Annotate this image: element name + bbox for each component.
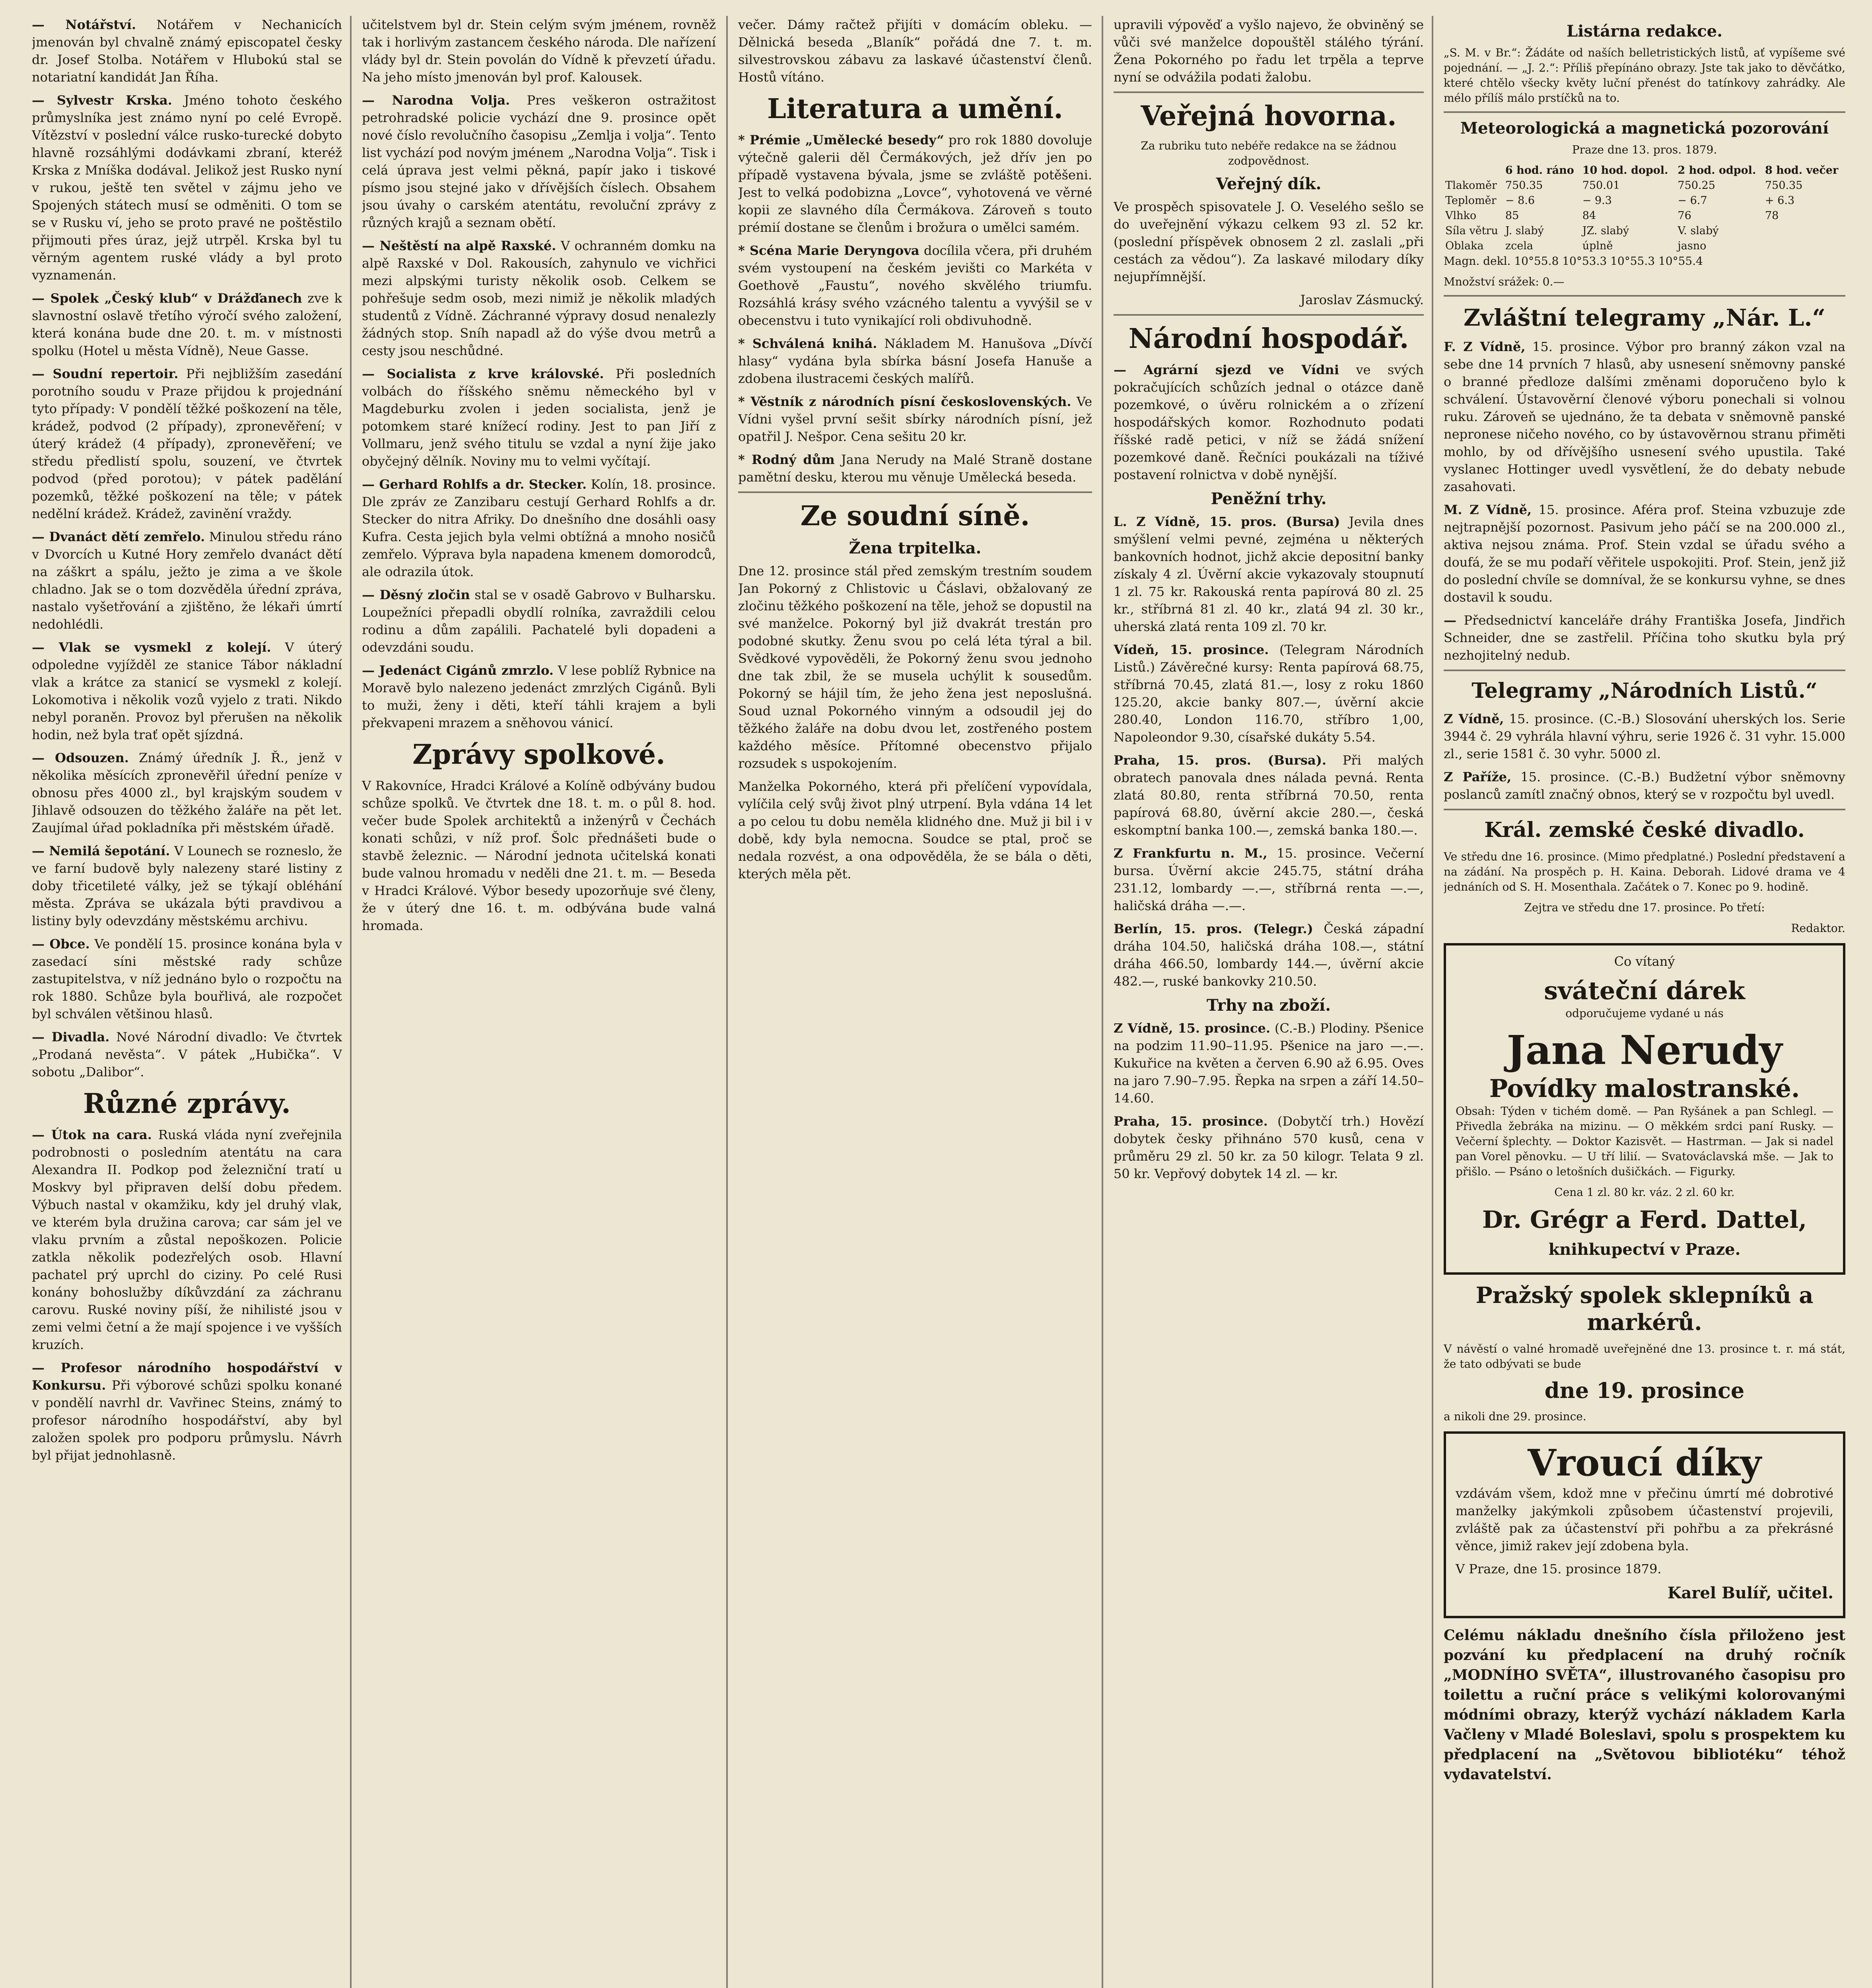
ad-body: vzdávám všem, kdož mne v přečinu úmrtí mé dobrotivé manželky jakýmkoli způsobem účastenství projevili, zvláště pak za účastenství při pohřbu a za překrásné věnce, jimiž rakev její zdobena byla. bbox=[1456, 1486, 1833, 1553]
news-item-text: Jméno tohoto českého průmyslníka jest známo nyní po celé Evropě. Vítězství v poslední válce rusko-turecké dobyto hlavně rozsáhlými dodávkami zbraní, kteréž Krska z Mníška dodával. Jelikož jest Rusko nyní v rukou, ještě ten světel v zájmu jeho ve Spojených státech musí se odměniti. O tom se se v Rusku ví, jeho se proto pravé ne poštěstilo přijmouti přes úraz, jejž utrpěl. Krska byl tu věrným agentem ruské vlády a byl proto vyznamenán. bbox=[32, 93, 342, 283]
news-item-text: Při výborové schůzi spolku konané v pondělí navrhl dr. Vavřinec Steins, známý to profesor národního hospodářství, aby byl založen spolek pro podporu průmyslu. Návrh byl přijat jednohlasně. bbox=[32, 1378, 342, 1463]
news-item bbox=[1114, 641, 1424, 746]
meteo-note: Množství srážek: 0.— bbox=[1444, 275, 1565, 288]
meteo-cell: − 9.3 bbox=[1582, 194, 1612, 207]
news-item-lead: Z Vídně, 15. prosince. bbox=[1114, 1021, 1270, 1036]
section-heading-narodni-hospodar: Národní hospodář. bbox=[1128, 323, 1409, 355]
news-item-text: Při malých obratech panovala dnes nálada pevná. Renta zlatá 80.80, renta stříbrná 70.50, renta papírová 68.80, úvěrní akcie 280.—, česká eskomptní banka 100.—, zemská banka 180.—. bbox=[1114, 753, 1424, 838]
news-item-text: V ochranném domku na alpě Raxské v Dol. Rakousích, zahynulo ve vichřici mezi alpskými turisty několik osob. Celkem se pohřešuje sedm osob, mezi nimiž je několik mladých studentů z Vídně. Záchranné výpravy dosud nenalezly žádných stop. Sníh napadl až do výše dvou metrů a cesty jsou neschůdné. bbox=[362, 238, 716, 358]
news-item-text: 15. prosince. Aféra prof. Steina vzbuzuje zde nejtrapnější pozornost. Pasivum jeho páčí se na 200.000 zl., aktiva nejsou známa. Prof. Stein vzdal se úřadu svého a doufá, že se mu podaří věřitele uspokojiti. Prof. Stein, jenž již do poslední chvíle se domníval, že se konkursu vyhne, se dnes dostavil k soudu. bbox=[1444, 502, 1845, 605]
meteo-cell: JZ. slabý bbox=[1582, 225, 1629, 237]
news-item-lead: — bbox=[1444, 613, 1456, 628]
advertisement-spolek bbox=[1444, 1282, 1845, 1424]
news-item-lead: — Agrární sjezd ve Vídni bbox=[1114, 362, 1339, 377]
ad-date: V Praze, dne 15. prosince 1879. bbox=[1456, 1561, 1662, 1576]
news-item bbox=[32, 935, 342, 1023]
news-item bbox=[32, 1126, 342, 1353]
article-subtitle: Žena trpitelka. bbox=[849, 539, 982, 557]
news-item bbox=[1444, 612, 1845, 664]
divider bbox=[1444, 295, 1845, 297]
news-item-text: (Telegram Národních Listů.) Závěrečné kursy: Renta papírová 68.75, stříbrná 70.45, zlatá 81.—, losy z roku 1860 125.20, akcie banky 807.—, úvěrní akcie 280.40, London 116.70, stříbro 1,00, Napoleondor 9.30, císařské dukáty 5.54. bbox=[1114, 642, 1424, 745]
meteo-note: Magn. dekl. 10°55.8 10°53.3 10°55.3 10°55.4 bbox=[1444, 254, 1703, 268]
meteo-col-header bbox=[1444, 163, 1504, 178]
news-item-lead: Praha, 15. pros. (Bursa). bbox=[1114, 753, 1326, 768]
meteo-cell: Oblaka bbox=[1445, 240, 1484, 252]
meteo-cell: Vlhko bbox=[1445, 210, 1477, 222]
column-1 bbox=[32, 16, 342, 1988]
news-item bbox=[362, 91, 716, 231]
meteo-cell: 750.25 bbox=[1678, 179, 1715, 192]
section-heading-zpravy-spolkove: Zprávy spolkové. bbox=[412, 739, 665, 771]
section-heading-meteo: Meteorologická a magnetická pozorování bbox=[1460, 119, 1829, 138]
hovorna-note: Za rubriku tuto nebéře redakce na se žádnou zodpovědnost. bbox=[1141, 139, 1397, 167]
news-item-text: ve svých pokračujících schůzích jednal o otázce daně pozemkové, o úvěru rolnickém a o zřízení hospodářských komor. Rozhodnuto podati říšské radě petici, v níž se žádá snížení pozemkové daně. Řečníci poukázali na tíživé postavení rolnictva v době nynější. bbox=[1114, 362, 1424, 482]
article-subtitle: Veřejný dík. bbox=[1216, 175, 1322, 193]
news-item bbox=[1114, 920, 1424, 990]
news-item bbox=[738, 562, 1092, 772]
news-items bbox=[1114, 16, 1424, 86]
news-item-text: Pres veškeron ostražitost petrohradské policie vychází dne 9. prosince opět nové číslo revolučního časopisu „Zemlja i volja“. Tento list vychází pod novým jménem „Narodna Volja“. Tisk i celá úprava jest velmi pěkná, papír jako i tiskové písmo jsou stejné jako v dřívějších číslech. Obsahem jsou úvahy o carském atentátu, revoluční zprávy z různých krajů a seznam obětí. bbox=[362, 93, 716, 230]
meteo-cell bbox=[1763, 223, 1845, 239]
section-heading-telegramy: Zvláštní telegramy „Nár. L.“ bbox=[1464, 304, 1825, 331]
meteo-row bbox=[1444, 178, 1845, 193]
meteo-cell: + 6.3 bbox=[1765, 194, 1795, 207]
news-item-text: Česká západní dráha 104.50, haličská dráha 108.—, státní dráha 466.50, lombardy 144.—, úvěrní akcie 482.—, ruské bankovky 210.50. bbox=[1114, 921, 1424, 989]
news-item bbox=[1444, 710, 1845, 763]
news-item-text: Ve pondělí 15. prosince konána byla v zasedací síni městské rady schůze zastupitelstva, v níž jednáno bylo o rozpočtu na rok 1880. Schůze byla bouřlivá, ale rozpočet byl schválen většinou hlasů. bbox=[32, 936, 342, 1021]
news-item-lead: — Odsouzen. bbox=[32, 750, 129, 765]
news-item-text: 15. prosince. Večerní bursa. Úvěrní akcie 245.75, státní dráha 231.12, lombardy —.—, stříbrná renta —.—, haličská dráha —.—. bbox=[1114, 846, 1424, 913]
ad-subtitle: sváteční dárek bbox=[1544, 976, 1745, 1005]
news-item bbox=[32, 842, 342, 930]
news-item-text: večer. Dámy račtež přijíti v domácím obleku. — Dělnická beseda „Blaník“ pořádá dne 7. t. m. silvestrovskou zábavu za laskavé účastenství členů. Hostů vítáno. bbox=[738, 17, 1092, 85]
meteo-cell: 76 bbox=[1678, 210, 1691, 222]
news-item bbox=[1114, 16, 1424, 86]
theatre-program: Ve středu dne 16. prosince. (Mimo předplatné.) Poslední představení a na zádání. Na prospěch p. H. Kaina. Deborah. Lidové drama ve 4 jednáních od S. H. Mosenthala. Začátek o 7. Konec po 9. hodině. bbox=[1444, 850, 1845, 893]
meteo-cell: 78 bbox=[1765, 210, 1779, 222]
news-item-lead: * Věstník z národních písní československých. bbox=[738, 394, 1071, 409]
news-item-lead: * Prémie „Umělecké besedy“ bbox=[738, 132, 944, 148]
column-3 bbox=[738, 16, 1092, 1988]
news-item-lead: Z Frankfurtu n. M., bbox=[1114, 846, 1267, 861]
news-item-text: V úterý odpoledne vyjížděl ze stanice Tábor nákladní vlak a krátce za stanicí se vysmekl z kolejí. Lokomotiva i několik vozů vyjelo z trati. Nikdo nebyl poraněn. Provoz byl přerušen na několik hodin, než byla trať opět sjízdná. bbox=[32, 640, 342, 742]
news-item bbox=[32, 91, 342, 284]
news-item-text: učitelstvem byl dr. Stein celým svým jménem, rovněž tak i horlivým zastancem českého národa. Dle nařízení vlády byl dr. Stein povolán do Vídně k převzetí úřadu. Na jeho místo jmenován byl prof. Kalousek. bbox=[362, 17, 716, 85]
news-item-lead: Z Vídně, bbox=[1444, 711, 1504, 726]
news-item-lead: * Rodný dům bbox=[738, 452, 835, 467]
news-item-lead: F. Z Vídně, bbox=[1444, 339, 1526, 354]
news-item-text: Jana Nerudy na Malé Straně dostane pamětní desku, kterou mu věnuje Umělecká beseda. bbox=[738, 452, 1092, 485]
news-item-lead: — Dvanáct dětí zemřelo. bbox=[32, 529, 205, 544]
ad-book-title: Povídky malostranské. bbox=[1489, 1074, 1800, 1103]
news-item bbox=[362, 662, 716, 732]
news-item bbox=[32, 749, 342, 837]
news-items bbox=[32, 16, 342, 1081]
news-item bbox=[738, 451, 1092, 486]
news-item-text: Při nejbližším zasedání porotního soudu v Praze přijdou k projednání tyto případy: V pondělí těžké poškození na těle, krádež, podvod (2 případy), zpronevěření; v úterý krádež (4 případy), zpronevěření; ve středu předlistí spolu, souzení, ve čtvrtek podvod (před porotou); v pátek padělání pozemků, těžké poškození na těle; v pátek nedělní krádež. Krádež, zavinění vraždy. bbox=[32, 366, 342, 521]
news-item-lead: Z Paříže, bbox=[1444, 769, 1512, 784]
news-item-text: (Dobytčí trh.) Hovězí dobytek česky přihnáno 570 kusů, cena v průměru 29 zl. 50 kr. za 50 kilogr. Telata 9 zl. 50 kr. Vepřový dobytek 14 zl. — kr. bbox=[1114, 1114, 1424, 1181]
ad-publisher: Dr. Grégr a Ferd. Dattel, bbox=[1482, 1206, 1807, 1234]
news-item bbox=[738, 778, 1092, 883]
ad-title: Jana Nerudy bbox=[1507, 1027, 1783, 1074]
news-item-text: Kolín, 18. prosince. Dle zpráv ze Zanzibaru cestují Gerhard Rohlfs a dr. Stecker do nitra Afriky. Do dnešního dne dosáhli oasy Kufra. Cesta jejich byla velmi obtížná a mnoho nosičů zemřelo. Výprava byla napadena kmenem domorodců, ale odrazila útok. bbox=[362, 477, 716, 579]
news-items bbox=[738, 562, 1092, 883]
divider bbox=[1114, 91, 1424, 93]
column-4 bbox=[1114, 16, 1424, 1988]
news-item-text: V Rakovníce, Hradci Králové a Kolíně odbývány budou schůze spolků. Ve čtvrtek dne 18. t. m. o půl 8. hod. večer bude Spolek architektů a inženýrů v Čechách konati schůzi, v níž prof. Šolc přednášeti bude o stavbě železnic. — Národní jednota učitelská konati bude valnou hromadu v neděli dne 21. t. m. — Beseda v Hradci Králové. Výbor besedy upozorňuje své členy, že v úterý dne 16. t. m. odbývána bude valná hromada. bbox=[362, 778, 716, 933]
news-item bbox=[1114, 751, 1424, 839]
news-item bbox=[738, 335, 1092, 387]
advertisement-diky bbox=[1444, 1431, 1845, 1618]
news-item bbox=[32, 639, 342, 744]
divider bbox=[1444, 670, 1845, 671]
news-item bbox=[1444, 768, 1845, 803]
meteo-row bbox=[1444, 239, 1845, 254]
news-item-text: (C.-B.) Plodiny. Pšenice na podzim 11.90–11.95. Pšenice na jaro —.—. Kukuřice na květen a červen 6.90 až 6.95. Oves na jaro 7.90–7.95. Řepka na srpen a září 14.50–14.60. bbox=[1114, 1021, 1424, 1106]
article-subtitle: Peněžní trhy. bbox=[1211, 489, 1327, 508]
news-item-lead: — Sylvestr Krska. bbox=[32, 93, 172, 108]
news-items bbox=[738, 131, 1092, 486]
news-items bbox=[1114, 1019, 1424, 1182]
news-item bbox=[32, 16, 342, 86]
news-item bbox=[738, 393, 1092, 445]
news-item-lead: M. Z Vídně, bbox=[1444, 502, 1532, 517]
meteo-cell: 750.35 bbox=[1765, 179, 1803, 192]
section-heading-verejna-hovorna: Veřejná hovorna. bbox=[1141, 100, 1397, 132]
news-item-text: Nákladem M. Hanušova „Dívčí hlasy“ vydána byla sbírka básní Josefa Hanuše a zdobena ilustracemi českých malířů. bbox=[738, 336, 1092, 386]
divider bbox=[1444, 111, 1845, 113]
news-item-lead: Vídeň, 15. prosince. bbox=[1114, 642, 1269, 657]
section-heading-divadlo: Král. zemské české divadlo. bbox=[1484, 818, 1805, 842]
meteo-cell: Tlakoměr bbox=[1445, 179, 1497, 192]
news-items bbox=[362, 16, 716, 732]
meteo-cell bbox=[1763, 239, 1845, 254]
meteo-cell: 84 bbox=[1582, 210, 1596, 222]
news-item-text: Předsednictví kanceláře dráhy Františka Josefa, Jindřich Schneider, dne se zastřelil. Příčina toho skutku byla prý nezhojitelný nedub. bbox=[1444, 613, 1845, 663]
meteo-cell: Síla větru bbox=[1445, 225, 1498, 237]
meteo-table bbox=[1444, 163, 1845, 254]
ad-publisher-2: knihkupectví v Praze. bbox=[1548, 1240, 1741, 1259]
column-rule bbox=[350, 16, 352, 1988]
news-item bbox=[738, 16, 1092, 86]
news-item bbox=[1114, 845, 1424, 914]
news-item-lead: — Gerhard Rohlfs a dr. Stecker. bbox=[362, 477, 587, 492]
meteo-cell: J. slabý bbox=[1505, 225, 1544, 237]
meteo-cell: 85 bbox=[1505, 210, 1519, 222]
news-item-text: Jevila dnes smýšlení velmi pevné, zejména u některých bankovních hodnot, jichž akcie depositní banky získaly 4 zl. Úvěrní akcie vykazovaly stoupnutí 1 zl. 75 kr. Rakouská renta papírová 80 zl. 25 kr., stříbrná 81 zl. 40 kr., zlatá 94 zl. 30 kr., uherská zlatá renta 109 zl. 70 kr. bbox=[1114, 514, 1424, 634]
meteo-col-header: 10 hod. dopol. bbox=[1582, 164, 1668, 177]
column-2 bbox=[362, 16, 716, 1988]
news-item-lead: * Scéna Marie Deryngova bbox=[738, 243, 919, 258]
section-heading-soudni-sin: Ze soudní síně. bbox=[800, 500, 1030, 532]
ad-body: a nikoli dne 29. prosince. bbox=[1444, 1410, 1586, 1423]
signature: Jaroslav Zásmucký. bbox=[1300, 292, 1424, 307]
meteo-col-header: 6 hod. ráno bbox=[1505, 164, 1574, 177]
news-item-lead: — Nemilá šepotání. bbox=[32, 843, 170, 858]
news-item-text: V Lounech se rozneslo, že ve farní budově byly nalezeny staré listiny z doby třicetileté války, jež se týkají obléhání města. Zpráva se ukázala býti pravdivou a listiny byly odevzdány městskému archivu. bbox=[32, 843, 342, 928]
meteo-cell: úplně bbox=[1582, 240, 1613, 252]
article-subtitle: Trhy na zboží. bbox=[1206, 996, 1331, 1015]
news-item-lead: — Narodna Volja. bbox=[362, 93, 510, 108]
meteo-row bbox=[1444, 193, 1845, 208]
ad-kicker: Co vítaný bbox=[1614, 954, 1675, 969]
news-item-lead: — Soudní repertoir. bbox=[32, 366, 179, 381]
news-item-text: docílila včera, při druhém svém vystoupení na českém jevišti co Markéta v Goethově „Faustu“, nového skvělého triumfu. Rozsáhlá krásy svého vzácného talentu a vyvýšil se v obecenstvu i tuto vynikající roli obdivuhodně. bbox=[738, 243, 1092, 328]
news-item-text: 15. prosince. Výbor pro branný zákon vzal na sebe dne 14 prvních 7 hlasů, aby usnesení sněmovny panské o branné předloze dalšími změnami doporučeno bylo k schválení. Ústavověrní členové výboru ponechali si volnou ruku. Zároveň se ujednáno, že ta debata v sněmovně panské nepronese ničeho nového, co by ústavověrnou stranu přiměti mohlo, by od dřívějšího usnesení svého upustila. Také vyslanec Hottinger uvedl vysvětlení, že do debaty nebude zasahovati. bbox=[1444, 339, 1845, 494]
news-item bbox=[32, 365, 342, 522]
news-item-text: zve k slavnostní oslavě třetího výročí svého založení, která konána bude dne 20. t. m. v místnosti spolku (Hotel u města Vídně), Neue Gasse. bbox=[32, 291, 342, 358]
meteo-cell: − 6.7 bbox=[1678, 194, 1707, 207]
meteo-cell: zcela bbox=[1505, 240, 1533, 252]
news-item-lead: — Notářství. bbox=[32, 17, 136, 32]
news-item-lead: * Schválená knihá. bbox=[738, 336, 877, 351]
meteo-cell: 750.35 bbox=[1505, 179, 1543, 192]
news-item-text: V lese poblíž Rybnice na Moravě bylo nalezeno jedenáct zmrzlých Cigánů. Byli to muži, ženy i děti, kteří táhli krajem a byli překvapeni mrazem a sněhovou vánicí. bbox=[362, 663, 716, 730]
meteo-cell: jasno bbox=[1678, 240, 1707, 252]
news-items bbox=[32, 1126, 342, 1464]
news-item-lead: — Neštěstí na alpě Raxské. bbox=[362, 238, 556, 253]
news-item-text: stal se v osadě Gabrovo v Bulharsku. Loupežníci přepadli obydlí rolníka, zavraždili celou rodinu a dům zapálili. Pachatelé byli dopadeni a odevzdáni soudu. bbox=[362, 587, 716, 655]
ad-date: dne 19. prosince bbox=[1544, 1378, 1745, 1403]
news-items bbox=[738, 16, 1092, 86]
theatre-next: Zejtra ve středu dne 17. prosince. Po třetí: bbox=[1524, 901, 1765, 914]
news-item-text: Ve Vídni vyšel první sešit sbírky národních písní, jež opatřil J. Nešpor. Cena sešitu 20 kr. bbox=[738, 394, 1092, 444]
news-item bbox=[362, 237, 716, 359]
news-item bbox=[362, 777, 716, 934]
ad-price: Cena 1 zl. 80 kr. váz. 2 zl. 60 kr. bbox=[1554, 1186, 1735, 1199]
news-item-lead: — Spolek „Český klub“ v Drážďanech bbox=[32, 291, 302, 306]
news-item-lead: — Obce. bbox=[32, 936, 90, 951]
news-item-lead: — Divadla. bbox=[32, 1029, 110, 1044]
news-item-lead: — Útok na cara. bbox=[32, 1127, 152, 1142]
news-item-text: Notářem v Nechanicích jmenován byl chvalně známý episcopatel česky dr. Josef Stolba. Notářem v Hlubokú stal se notariatní kandidát Jan Říha. bbox=[32, 17, 342, 85]
public-thanks: Ve prospěch spisovatele J. O. Veselého sešlo se do uveřejnění výkazu celkem 93 zl. 52 kr. (poslední příspěvek obnosem 2 zl. zaslali „při cestách za vědou“). Za laskavé milodary díky nejupřímnější. bbox=[1114, 199, 1424, 284]
news-item-lead: — Jedenáct Cigánů zmrzlo. bbox=[362, 663, 554, 678]
news-item-text: pro rok 1880 dovoluje výtečně galerii děl Čermákových, jež dřív jen po případě vystavena bývala, jsme se zvláště potěšeni. Jest to velká podobizna „Lovce“, vyhotovená ve věrné kopii ze slavného díla Čermákova. Zároveň s touto prémií dostane se členům i brožura o umělci samém. bbox=[738, 132, 1092, 235]
ad-title: Pražský spolek sklepníků a markérů. bbox=[1475, 1282, 1814, 1336]
news-item bbox=[32, 528, 342, 633]
section-heading-listarna: Listárna redakce. bbox=[1566, 22, 1723, 41]
listarna-text: „S. M. v Br.“: Žádáte od naších belletristických listů, ať vypíšeme své pojednání. — „J. 2.“: Příliš přepínáno obrazy. Jste tak jako to děvčátko, které chtělo všecky květy luční přenést do tatínkovy zahrádky. Ale mélo přílíš málo prstíčků na to. bbox=[1444, 46, 1845, 105]
news-item-text: Ruská vláda nyní zveřejnila podrobnosti o posledním atentátu na cara Alexandra II. Podkop pod železniční tratí u Moskvy byl připraven delší dobu předem. Výbuch nastal v okamžiku, kdy jel druhý vlak, ve kterém byla družina carova; car sám jel ve vlaku prvním a zůstal nepoškozen. Policie zatkla několik podezřelých osob. Hlavní pachatel prý uprchl do ciziny. Po celé Rusi konány bohoslužby díkůvzdání za záchranu carovu. Ruské noviny píší, že nihilisté jsou v zemi velmi četní a že mají spojence i ve vyšších kruzích. bbox=[32, 1127, 342, 1352]
meteo-cell: − 8.6 bbox=[1505, 194, 1535, 207]
news-items bbox=[1444, 338, 1845, 664]
meteo-cell: 750.01 bbox=[1582, 179, 1620, 192]
news-item-lead: — Socialista z krve královské. bbox=[362, 366, 604, 381]
news-items bbox=[1114, 513, 1424, 990]
news-item-text: Dne 12. prosince stál před zemským trestním soudem Jan Pokorný z Chlistovic u Čáslavi, obžalovaný ze zločinu těžkého poškození na těle, jehož se dopustil na své manželce. Pokorný byl již dvakrát trestán pro podobné skutky. Ženu svou po celá léta týral a bil. Svědkové vypověděli, že Pokorný ženu svou jednoho dne tak zbil, že se musela uchýlit k sousedům. Pokorný se hájil tím, že jeho žena jest neposlušná. Soud uznal Pokorného vinným a odsoudil jej do těžkého žaláře na dobu dvou let, zostřeného postem každého měsíce. Přítomné obecenstvo přijalo rozsudek s uspokojením. bbox=[738, 563, 1092, 771]
news-item-text: upravili výpověď a vyšlo najevo, že obviněný se vůči své manželce dopouštěl stálého týrání. Žena Pokorného po řadu let trpěla a teprve nyní se odvážila podati žalobu. bbox=[1114, 17, 1424, 85]
news-item bbox=[1114, 361, 1424, 483]
news-items bbox=[1444, 710, 1845, 803]
news-item bbox=[362, 16, 716, 86]
news-item-text: 15. prosince. (C.-B.) Slosování uherských los. Serie 3944 č. 29 vyhrála hlavní výhru, serie 1926 č. 31 vyhr. 15.000 zl., serie 1581 č. 30 vyhr. 5000 zl. bbox=[1444, 711, 1845, 761]
meteo-cell: V. slabý bbox=[1678, 225, 1719, 237]
news-item bbox=[362, 476, 716, 580]
news-item-text: Nové Národní divadlo: Ve čtvrtek „Prodaná nevěsta“. V pátek „Hubička“. V sobotu „Dalibor“. bbox=[32, 1029, 342, 1079]
news-item bbox=[1444, 501, 1845, 606]
ad-contents: Obsah: Týden v tichém domě. — Pan Ryšánek a pan Schlegl. — Přivedla žebráka na mizinu. — O měkkém srdci paní Rusky. — Večerní šplechty. — Doktor Kazisvět. — Hastrman. — Jak si nadel pan Vorel pěnovku. — U tří lilií. — Svatováclavská mše. — Jak to přišlo. — Psáno o letošních dušičkách. — Figurky. bbox=[1456, 1105, 1833, 1178]
news-item bbox=[32, 1359, 342, 1464]
news-item bbox=[738, 131, 1092, 236]
news-item bbox=[1444, 338, 1845, 495]
section-heading-literatura: Literatura a umění. bbox=[767, 93, 1063, 125]
news-item-text: Minulou středu ráno v Dvorcích u Kutné Hory zemřelo dvanáct dětí na záškrt a spálu, ježto je zima a ve škole chladno. Jak se o tom dozvěděla úřední zpráva, nastalo vyšetřování a zjištěno, že lékaři úmrtí nedohlédli. bbox=[32, 529, 342, 632]
news-item bbox=[32, 289, 342, 359]
ad-body: V návěstí o valné hromadě uveřejněné dne 13. prosince t. r. má stát, že tato odbývati se bude bbox=[1444, 1342, 1845, 1371]
news-item bbox=[362, 586, 716, 656]
ad-sign: Karel Bulíř, učitel. bbox=[1667, 1584, 1833, 1602]
news-item-text: Manželka Pokorného, která při přelíčení vypovídala, vylíčila celý svůj život plný utrpení. Byla vdána 14 let a po celou tu dobu neměla klidného dne. Muž ji bil i v době, kdy byla nemocna. Soudce se ptal, proč se nedala rozvést, a ona odpověděla, že se bála o děti, kterých měla pět. bbox=[738, 779, 1092, 881]
news-item bbox=[362, 365, 716, 470]
news-item-lead: Berlín, 15. pros. (Telegr.) bbox=[1114, 921, 1313, 936]
news-item-text: Známý úředník J. Ř., jenž v několika měsících zpronevěřil úřední peníze v obnosu přes 4000 zl., byl krajským soudem v Jihlavě odsouzen do těžkého žaláře na pět let. Zaujímal úřad pokladníka při městském úřadě. bbox=[32, 750, 342, 835]
news-item bbox=[1114, 1019, 1424, 1107]
meteo-row bbox=[1444, 208, 1845, 223]
meteo-cell: Teploměr bbox=[1445, 194, 1497, 207]
divider bbox=[738, 491, 1092, 493]
column-rule bbox=[1102, 16, 1103, 1988]
news-item bbox=[1114, 513, 1424, 635]
news-item-lead: — Profesor národního hospodářství v Konkursu. bbox=[32, 1360, 342, 1393]
news-items bbox=[362, 777, 716, 934]
meteo-row bbox=[1444, 223, 1845, 239]
divider bbox=[1114, 314, 1424, 316]
ad-title: Vroucí díky bbox=[1528, 1441, 1761, 1484]
news-item-lead: L. Z Vídně, 15. pros. (Bursa) bbox=[1114, 514, 1340, 529]
column-5 bbox=[1444, 16, 1845, 1988]
supplement-note: Celému nákladu dnešního čísla přiloženo jest pozvání ku předplacení na druhý ročník „MODNÍHO SVĚTA“, illustrovaného časopisu pro toilettu a ruční práce s velikými kolorovanými módními obrazy, kterýž vychází nákladem Karla Vačleny v Mladé Boleslavi, spolu s prospektem ku předplacení na „Světovou bibliotéku“ téhož vydavatelství. bbox=[1444, 1627, 1845, 1783]
meteo-date: Praze dne 13. pros. 1879. bbox=[1572, 143, 1717, 156]
column-rule bbox=[726, 16, 728, 1988]
news-item-lead: — Děsný zločin bbox=[362, 587, 470, 602]
news-item-text: Při posledních volbách do říšského sněmu německého byl v Magdeburku zvolen i jeden socialista, jenž je potomkem staré knížecí rodiny. Jest to pan Jiří z Vollmaru, jenž svého titulu se vzdal a nyní žije jako obyčejný dělník. Noviny mu to velmi vyčítají. bbox=[362, 366, 716, 469]
divider bbox=[1444, 809, 1845, 810]
news-item bbox=[1114, 1112, 1424, 1182]
news-item-lead: — Vlak se vysmekl z kolejí. bbox=[32, 640, 271, 655]
news-item bbox=[738, 242, 1092, 329]
column-rule bbox=[1432, 16, 1433, 1988]
meteo-col-header: 2 hod. odpol. bbox=[1678, 164, 1756, 177]
meteo-col-header: 8 hod. večer bbox=[1765, 164, 1839, 177]
news-item bbox=[32, 1028, 342, 1081]
section-heading-ruzne-zpravy: Různé zprávy. bbox=[83, 1088, 291, 1120]
ad-recommend: odporučujeme vydané u nás bbox=[1565, 1007, 1724, 1020]
news-item-text: 15. prosince. (C.-B.) Budžetní výbor sněmovny poslanců zamítl značný obnos, který se v rozpočtu byl uvedl. bbox=[1444, 769, 1845, 802]
advertisement-neruda bbox=[1444, 943, 1845, 1275]
news-item-lead: Praha, 15. prosince. bbox=[1114, 1114, 1268, 1129]
news-items bbox=[1114, 361, 1424, 483]
section-heading-telegramy-nl: Telegramy „Národních Listů.“ bbox=[1472, 679, 1818, 703]
signature: Redaktor. bbox=[1791, 922, 1845, 935]
